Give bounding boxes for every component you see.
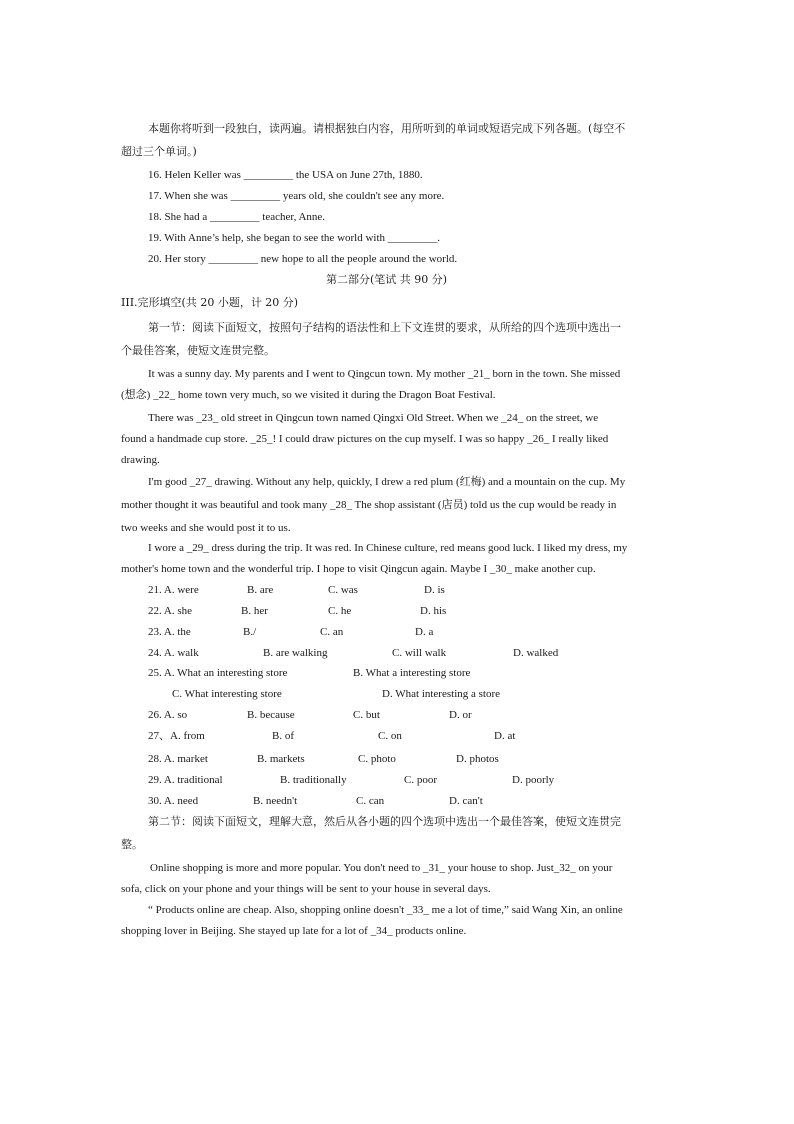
option-d: D. photos: [456, 753, 499, 765]
option-a: 29. A. traditional: [148, 774, 223, 786]
passage-line: mother thought it was beautiful and took many _28_ The shop assistant (店员) told us the cup would be ready in: [121, 499, 617, 511]
option-d: D. his: [420, 605, 447, 617]
passage-line: “ Products online are cheap. Also, shopping online doesn't _33_ me a lot of time,” said Wang Xin, an online: [148, 904, 623, 916]
passage-line: mother's home town and the wonderful trip. I hope to visit Qingcun again. Maybe I _30_ make another cup.: [121, 563, 596, 575]
section2-instructions-line2: 整。: [121, 838, 143, 851]
option-c: C. he: [328, 605, 352, 617]
passage-line: sofa, click on your phone and your things will be sent to your house in several days.: [121, 883, 491, 895]
passage-line: I wore a _29_ dress during the trip. It was red. In Chinese culture, red means good luck. I liked my dress, my: [148, 542, 628, 554]
option-c: C. can: [356, 795, 385, 807]
section1-instructions-line1: 第一节：阅读下面短文，按照句子结构的语法性和上下文连贯的要求，从所给的四个选项中选出一: [148, 321, 621, 334]
option-d: D. poorly: [512, 774, 555, 786]
option-b: B. needn't: [253, 795, 298, 807]
passage-line: There was _23_ old street in Qingcun town named Qingxi Old Street. When we _24_ on the street, we: [148, 412, 599, 424]
part2-title: 第二部分(笔试 共 90 分): [326, 273, 448, 286]
question-17: 17. When she was _________ years old, she couldn't see any more.: [148, 190, 445, 202]
option-a: 26. A. so: [148, 709, 188, 721]
option-a: 22. A. she: [148, 605, 192, 617]
option-c: C. photo: [358, 753, 396, 765]
option-d: D. What interesting a store: [382, 688, 501, 700]
passage-line: shopping lover in Beijing. She stayed up late for a lot of _34_ products online.: [121, 925, 467, 937]
option-a: 30. A. need: [148, 795, 199, 807]
option-c: C. will walk: [392, 647, 447, 659]
option-a: 23. A. the: [148, 626, 191, 638]
passage-line: (想念) _22_ home town very much, so we visited it during the Dragon Boat Festival.: [121, 389, 496, 401]
listening-instructions-line1: 本题你将听到一段独白，读两遍。请根据独白内容，用所听到的单词或短语完成下列各题。(每空不: [148, 122, 626, 135]
option-b: B. traditionally: [280, 774, 347, 786]
option-c: C. an: [320, 626, 344, 638]
passage-line: two weeks and she would post it to us.: [121, 522, 291, 534]
option-a: 24. A. walk: [148, 647, 199, 659]
option-a: 28. A. market: [148, 753, 208, 765]
passage-line: I'm good _27_ drawing. Without any help, quickly, I drew a red plum (红梅) and a mountain on the cup. My: [148, 476, 626, 488]
section1-instructions-line2: 个最佳答案，使短文连贯完整。: [121, 344, 275, 357]
section3-heading: III.完形填空(共 20 小题，计 20 分): [121, 296, 299, 309]
option-b: B. because: [247, 709, 295, 721]
option-d: D. a: [415, 626, 434, 638]
option-b: B. her: [241, 605, 268, 617]
option-c: C. on: [378, 730, 402, 742]
option-a: 25. A. What an interesting store: [148, 667, 288, 679]
option-b: B. are: [247, 584, 274, 596]
option-d: D. at: [494, 730, 516, 742]
option-b: B. markets: [257, 753, 305, 765]
option-d: D. is: [424, 584, 445, 596]
option-d: D. can't: [449, 795, 483, 807]
option-b: B. of: [272, 730, 294, 742]
passage-line: found a handmade cup store. _25_! I could draw pictures on the cup myself. I was so happy _26_ I really liked: [121, 433, 609, 445]
option-c: C. but: [353, 709, 380, 721]
option-b: B./: [243, 626, 257, 638]
passage-line: Online shopping is more and more popular. You don't need to _31_ your house to shop. Just_32_ on your: [150, 862, 613, 874]
question-20: 20. Her story _________ new hope to all the people around the world.: [148, 253, 458, 265]
option-a: 27、A. from: [148, 730, 205, 742]
question-18: 18. She had a _________ teacher, Anne.: [148, 211, 326, 223]
listening-instructions-line2: 超过三个单词。): [121, 145, 197, 158]
option-b: B. are walking: [263, 647, 328, 659]
passage-line: drawing.: [121, 454, 160, 466]
passage-line: It was a sunny day. My parents and I went to Qingcun town. My mother _21_ born in the town. She missed: [148, 368, 621, 380]
question-16: 16. Helen Keller was _________ the USA on June 27th, 1880.: [148, 169, 423, 181]
option-c: C. poor: [404, 774, 437, 786]
option-d: D. walked: [513, 647, 559, 659]
option-b: B. What a interesting store: [353, 667, 471, 679]
question-19: 19. With Anne’s help, she began to see the world with _________.: [148, 232, 441, 244]
section2-instructions-line1: 第二节：阅读下面短文，理解大意，然后从各小题的四个选项中选出一个最佳答案，使短文连贯完: [148, 815, 621, 828]
option-d: D. or: [449, 709, 472, 721]
option-c: C. What interesting store: [172, 688, 282, 700]
option-a: 21. A. were: [148, 584, 199, 596]
option-c: C. was: [328, 584, 358, 596]
